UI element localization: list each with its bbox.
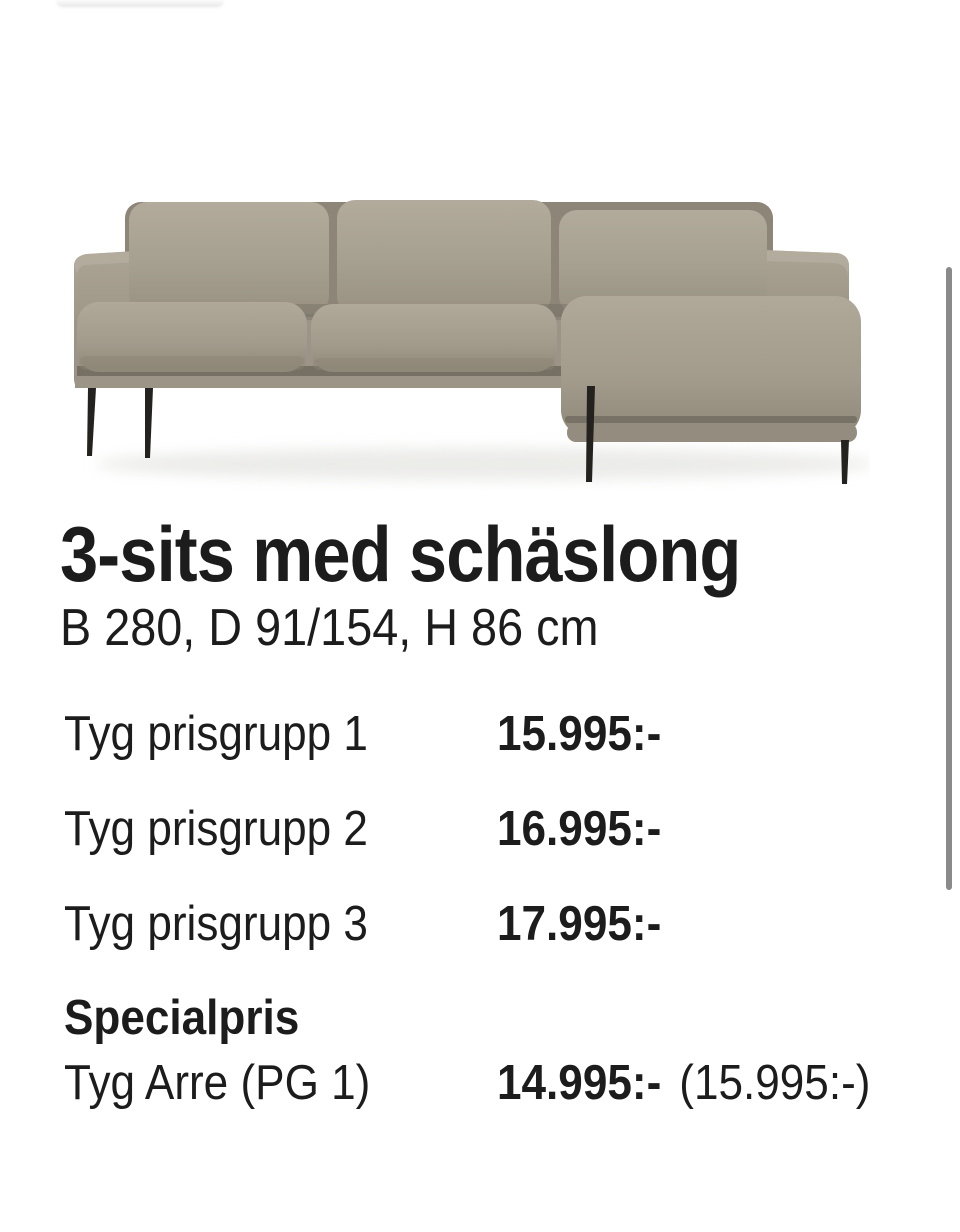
price-row-label-1: Tyg prisgrupp 1 (64, 707, 368, 761)
special-price-heading: Specialpris (64, 991, 300, 1045)
price-row-label-2: Tyg prisgrupp 2 (64, 802, 368, 856)
special-price-label: Tyg Arre (PG 1) (64, 1056, 371, 1110)
sofa-illustration (55, 190, 870, 490)
product-dimensions: B 280, D 91/154, H 86 cm (60, 599, 599, 657)
price-row-value-2: 16.995:- (497, 802, 662, 856)
scrollbar-thumb[interactable] (946, 267, 952, 890)
price-row-value-3: 17.995:- (497, 897, 662, 951)
price-row-label-3: Tyg prisgrupp 3 (64, 897, 368, 951)
special-price-current: 14.995:- (497, 1056, 662, 1110)
special-price-value (497, 1056, 870, 1111)
top-sheet-shadow (57, 0, 223, 6)
price-row-value-1: 15.995:- (497, 707, 662, 761)
page-title: 3-sits med schäslong (60, 510, 741, 598)
special-price-original: (15.995:-) (679, 1056, 871, 1110)
product-image (55, 190, 870, 490)
